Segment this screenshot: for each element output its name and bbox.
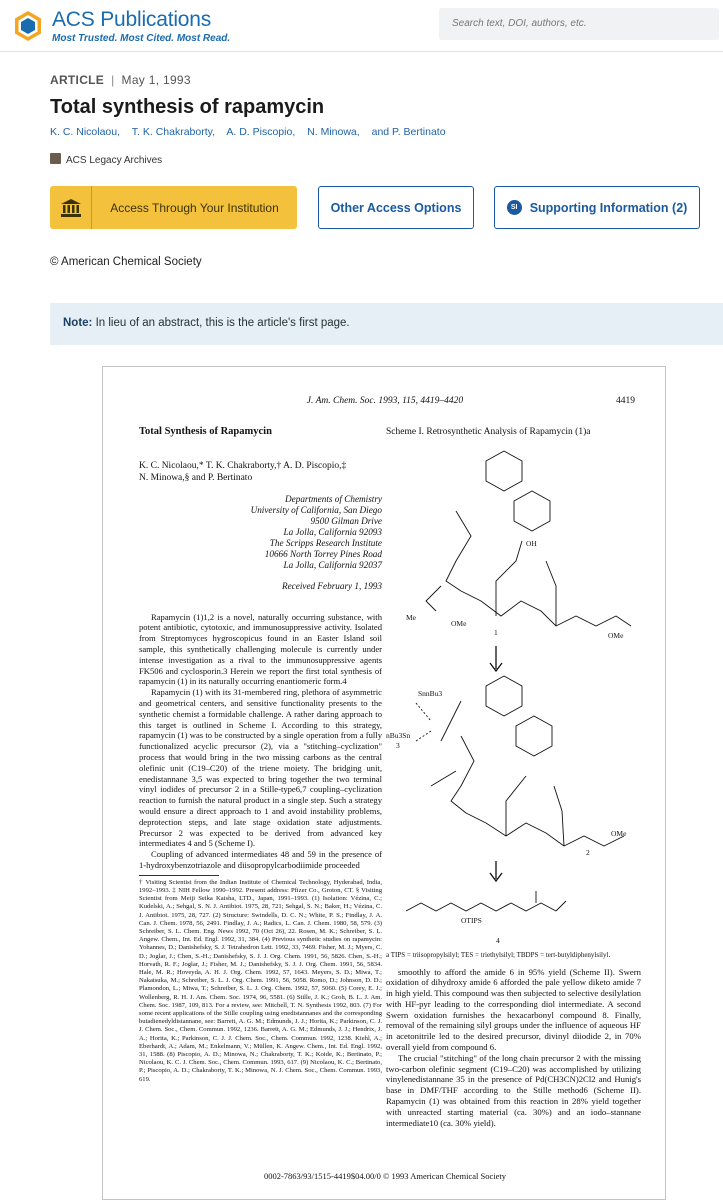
other-access-label: Other Access Options <box>330 200 462 215</box>
affiliation-line: University of California, San Diego <box>250 504 382 515</box>
compound-label: 2 <box>586 848 590 857</box>
page-footer: 0002-7863/93/1515-4419$04.00/0 © 1993 American Chemical Society <box>263 1171 507 1181</box>
right-column <box>386 427 641 1128</box>
author-list <box>50 126 455 138</box>
journal-citation: J. Am. Chem. Soc. 1993, 115, 4419–4420 <box>306 396 464 406</box>
me-label: Me <box>406 613 416 622</box>
archive-icon <box>50 153 61 164</box>
supporting-information-label: Supporting Information (2) <box>529 200 688 215</box>
paper-authors-line: K. C. Nicolaou,* T. K. Chakraborty,† A. D. Piscopio,‡ <box>139 460 347 471</box>
paper-body-right <box>386 967 641 1129</box>
affiliation-line: 9500 Gilman Drive <box>310 515 382 526</box>
affiliation-line: 10666 North Torrey Pines Road <box>264 548 382 559</box>
search-placeholder: Search text, DOI, authors, etc. <box>452 18 587 29</box>
paragraph: smoothly to afford the amide 6 in 95% yield (Scheme II). Swern oxidation of dihydroxy amide 6 afforded the pale yellow diketo amide 7 in high yield. This compound was then subjected to selective desilylation with HF-pyr leading to the corresponding diol intermediate. A second Swern oxidation furnishes the hexacarbonyl compound 8. Finally, removal of the remaining silyl groups under the influence of aqueous HF in acetonitrile led to the desired precursor, divinyl diiodide 2, in 70% overall yield from compound 6. <box>386 966 641 1053</box>
article-meta <box>50 73 191 87</box>
scheme-title: Scheme I. Retrosynthetic Analysis of Rapamycin (1)a <box>386 427 591 437</box>
compound-label: 3 <box>396 741 400 750</box>
author-link[interactable]: K. C. Nicolaou, <box>50 126 121 138</box>
acs-hexagon-icon <box>12 10 44 42</box>
ome-label: OMe <box>608 631 624 640</box>
author-link[interactable]: N. Minowa, <box>307 126 360 138</box>
first-page-image[interactable] <box>102 366 666 1200</box>
affiliation-line: Departments of Chemistry <box>285 493 382 504</box>
received-date: Received February 1, 1993 <box>281 580 382 591</box>
stannane-label: SnnBu3 <box>418 689 443 698</box>
institution-access-label: Access Through Your Institution <box>110 200 279 215</box>
other-access-button[interactable] <box>318 186 474 229</box>
acs-logo[interactable] <box>12 8 231 44</box>
ome-label: OMe <box>611 829 627 838</box>
article-type: ARTICLE <box>50 73 105 87</box>
author-link[interactable]: A. D. Piscopio, <box>226 126 296 138</box>
supporting-information-button[interactable] <box>494 186 700 229</box>
paper-body-left <box>139 612 382 871</box>
paper-authors <box>139 460 382 484</box>
legacy-archives-link[interactable] <box>50 153 162 166</box>
note-label: Note: <box>63 317 93 329</box>
note-text: In lieu of an abstract, this is the article's first page. <box>92 317 350 329</box>
affiliation <box>139 494 382 571</box>
compound-label: 1 <box>494 628 498 637</box>
left-column <box>139 427 382 1084</box>
abstract-note <box>50 303 723 345</box>
author-link[interactable]: and P. Bertinato <box>371 126 446 138</box>
affiliation-line: La Jolla, California 92037 <box>283 559 382 570</box>
article-date: May 1, 1993 <box>121 73 191 87</box>
paper-authors-line: N. Minowa,§ and P. Bertinato <box>139 472 253 483</box>
copyright: © American Chemical Society <box>50 256 202 268</box>
paragraph: Rapamycin (1) with its 31-membered ring, plethora of asymmetric and geometrical centers, and sensitive functionality presents to the synthetic chemist a formidable challenge. A rather daring approach to this target is outlined in Scheme I. According to this strategy, rapamycin (1) was to be constructed by a single operation from a fully functionalized acyclic precursor (2), via a "stitching–cyclization" process that would bring in the two missing carbons as the central olefinic unit (C19–C20) of the triene moiety. The bridging unit, enedistannane 3,5 was expected to bring together the two terminal vinyl iodides of precursor 2 in a Stille-type6,7 coupling–cyclization reaction to furnish the natural product in a single step. Such a strategy would ensure a direct approach to 1 and avoid instability problems, deprotection steps, and late stage oxidation state adjustments. Precursor 2 was expected to be derived from advanced key intermediates 4 and 5 (Scheme I). <box>139 687 382 849</box>
paragraph: Rapamycin (1)1,2 is a novel, naturally occurring substance, with potent antibiotic, cytotoxic, and immunosuppressive activity. Isolated from Streptomyces hygroscopicus found in an Easter Island soil sample, this synthetically challenging molecule is currently under intense investigation as a rival to the immunosuppressive agents FK506 and cyclosporin.3 Herein we report the first total synthesis of rapamycin (1) in its naturally occurring enantiomeric form.4 <box>139 611 382 687</box>
si-icon: SI <box>507 200 522 215</box>
affiliation-line: La Jolla, California 92093 <box>283 526 382 537</box>
otips-label: OTIPS <box>461 916 482 925</box>
paragraph: Coupling of advanced intermediates 48 and 59 in the presence of 1-hydroxybenzotriazole and diisopropylcarbodiimide proceeded <box>139 849 382 870</box>
paragraph: The crucial "stitching" of the long chain precursor 2 with the missing two-carbon olefinic segment (C19–C20) was accomplished by utilizing vinylenedistannane 35 in the presence of Pd(CH3CN)2Cl2 and Hunig's base in DMF/THF according to the Stille method6 (Scheme II). Rapamycin (1) was obtained from this reaction in 28% yield together with unreacted starting material (ca. 30%) and an iodo–stannane intermediate10 (ca. 30% yield). <box>386 1052 641 1128</box>
stannane-label: nBu3Sn <box>386 731 411 740</box>
search-input[interactable] <box>439 8 719 40</box>
page-title: Total synthesis of rapamycin <box>50 96 325 118</box>
meta-separator: | <box>111 73 115 87</box>
retrosynthesis-scheme <box>386 441 641 949</box>
compound-label: 4 <box>496 936 500 945</box>
author-link[interactable]: T. K. Chakraborty, <box>131 126 216 138</box>
oh-label: OH <box>526 539 537 548</box>
paper-title: Total Synthesis of Rapamycin <box>139 426 272 437</box>
top-navigation-bar <box>0 0 723 52</box>
brand-tagline: Most Trusted. Most Cited. Most Read. <box>52 33 231 44</box>
ome-label: OMe <box>451 619 467 628</box>
page-number: 4419 <box>616 396 635 406</box>
institution-access-button[interactable] <box>50 186 297 229</box>
institution-icon <box>50 186 92 229</box>
brand-name: ACS Publications <box>52 8 212 31</box>
affiliation-line: The Scripps Research Institute <box>269 537 382 548</box>
legacy-archives-label: ACS Legacy Archives <box>66 155 163 166</box>
footnotes: † Visiting Scientist from the Indian Institute of Chemical Technology, Hyderabad, India, 1992–1993. ‡ NIH Fellow 1990–1992. Present address: Pfizer Co., Groton, CT. § Visiting Scientist from Meiji Seika Kaisha, LTD., Japan, 1991–1993. (1) Isolation: Vézina, C.; Kudelski, A.; Sehgal, S. N. J. Antibiot. 1975, 28, 721; Sehgal, S. N.; Baker, H.; Vézina, C. J. Antibiot. 1975, 28, 727. (2) Structure: Swindells, D. C. N.; White, P. S.; Findlay, J. A. Can. J. Chem. 1978, 56, 2491. Findlay, J. A.; Radics, L. Can. J. Chem. 1980, 58, 579. (3) Schreiber, S. L. Chem. Eng. News 1992, 70 (Oct 26), 22. Rosen, M. K.; Schreiber, S. L. Angew. Chem., Int. Ed. Engl. 1992, 31, 384. (4) Previous synthetic studies on rapamycin: Yohannes, D.; Danishefsky, S. J. Tetrahedron Lett. 1992, 33, 7469. Fisher, M. J.; Myers, C. D.; Joglar, J.; Chen, S.-H.; Danishefsky, S. J. J. Org. Chem. 1991, 56, 5826. Chen, S.-H.; Horvath, R. F.; Joglar, J.; Fisher, M. J.; Danishefsky, S. J. J. Org. Chem. 1991, 56, 5834. Hale, M. R.; Hoveyda, A. H. J. Org. Chem. 1992, 57, 1643. Meyers, S. D.; Miwa, T.; Nakatsuka, M.; Schreiber, S. L. J. Org. Chem. 1991, 56, 5058. Romo, D.; Johnson, D. D.; Plamondon, L.; Miwa, T.; Schreiber, S. L. J. Org. Chem. 1992, 57, 5060. (5) Corey, E. J.; Wollenberg, R. H. J. Am. Chem. Soc. 1974, 96, 5581. (6) Stille, J. K.; Groh, B. L. J. Am. Chem. Soc. 1987, 109, 813. For a review, see: Mitchell, T. N. Synthesis 1992, 803. (7) For some recent applications of the Stille coupling using enedistannanes and the corresponding butadienedyldistannane, see: Barrett, A. G. M.; Edmunds, J. J.; Horita, K.; Parkinson, C. J. J. Chem. Soc., Chem. Commun. 1992, 1236. Barrett, A. G. M.; Edmunds, J. J.; Hendrix, J. A.; Horita, K.; Parkinson, C. J. J. Chem. Soc., Chem. Commun. 1992, 1238. Kiehl, A.; Eberhardt, A.; Adam, M.; Enkelmann, V.; Müllen, K. Angew. Chem., Int. Ed. Engl. 1992, 31, 1588. (8) Piscopio, A. D.; Minowa, N.; Chakraborty, T. K.; Koide, K.; Bertinato, P.; Nicolaou, K. C. J. Chem. Soc., Chem. Commun. 1993, 617. (9) Nicolaou, K. C.; Bertinato, P.; Piscopio, A. D.; Chakraborty, T. K.; Minowa, N. J. Chem. Soc., Chem. Commun. 1993, 619. <box>139 878 382 1083</box>
scheme-footnote: a TIPS = triisopropylsilyl; TES = triethylsilyl; TBDPS = tert-butyldiphenylsilyl. <box>386 951 611 959</box>
footnote-divider <box>139 875 219 876</box>
